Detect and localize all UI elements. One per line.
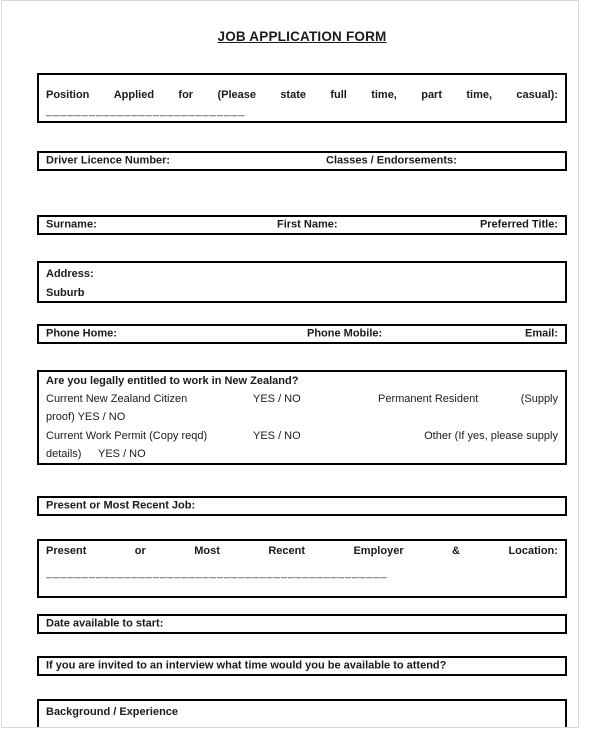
name-box <box>37 215 567 235</box>
citizen-label: Current New Zealand Citizen <box>46 393 188 406</box>
citizen-yes-no[interactable]: YES / NO <box>253 393 301 406</box>
work-permit-label: Current Work Permit (Copy reqd) <box>46 429 208 442</box>
start-date-box <box>37 614 567 634</box>
other-label: Other (If yes, please supply <box>424 429 558 442</box>
recent-job-label: Present or Most Recent Job: <box>46 499 196 512</box>
start-date-label: Date available to start: <box>46 617 164 630</box>
position-applied-box <box>37 73 567 123</box>
interview-availability-box <box>37 656 567 676</box>
phone-box <box>37 324 567 344</box>
surname-label: Surname: <box>46 218 97 231</box>
work-permit-row <box>46 427 558 445</box>
phone-home-label: Phone Home: <box>46 327 117 340</box>
driver-licence-box <box>37 151 567 171</box>
interview-availability-label: If you are invited to an interview what time would you be available to attend? <box>46 659 447 672</box>
other-label-wrap: details) <box>46 447 82 460</box>
address-box <box>37 261 567 303</box>
employer-location-label: Present or Most Recent Employer & Location: <box>46 545 558 557</box>
recent-job-box <box>37 496 567 516</box>
other-yes-no[interactable]: YES / NO <box>98 447 146 460</box>
citizen-row <box>46 390 558 408</box>
address-label: Address: <box>46 268 94 280</box>
permanent-resident-label: Permanent Resident <box>378 393 479 406</box>
driver-licence-label: Driver Licence Number: <box>46 154 171 167</box>
suburb-label: Suburb <box>46 287 85 299</box>
page-title: JOB APPLICATION FORM <box>217 29 387 44</box>
permanent-resident-yes-no[interactable]: proof) YES / NO <box>46 411 126 424</box>
work-eligibility-box <box>37 370 567 465</box>
classes-endorsements-label: Classes / Endorsements: <box>326 154 457 167</box>
permanent-resident-yesno-row <box>46 408 558 426</box>
employer-blank-line[interactable]: ________________________________________________ <box>46 567 388 579</box>
document-page <box>1 0 579 728</box>
email-label: Email: <box>524 327 558 340</box>
preferred-title-label: Preferred Title: <box>479 218 558 231</box>
permanent-resident-wrap: (Supply <box>520 393 558 406</box>
position-applied-label: Position Applied for (Please state full time, part time, casual): <box>46 89 558 101</box>
other-yesno-row <box>46 445 558 463</box>
employer-location-box <box>37 539 567 598</box>
phone-mobile-label: Phone Mobile: <box>307 327 383 340</box>
work-eligibility-question: Are you legally entitled to work in New Zealand? <box>46 375 299 388</box>
work-permit-yes-no[interactable]: YES / NO <box>253 429 301 442</box>
first-name-label: First Name: <box>277 218 338 231</box>
background-experience-box <box>37 699 567 728</box>
background-experience-label: Background / Experience <box>46 706 179 718</box>
position-blank-line[interactable]: ____________________________ <box>46 105 246 117</box>
